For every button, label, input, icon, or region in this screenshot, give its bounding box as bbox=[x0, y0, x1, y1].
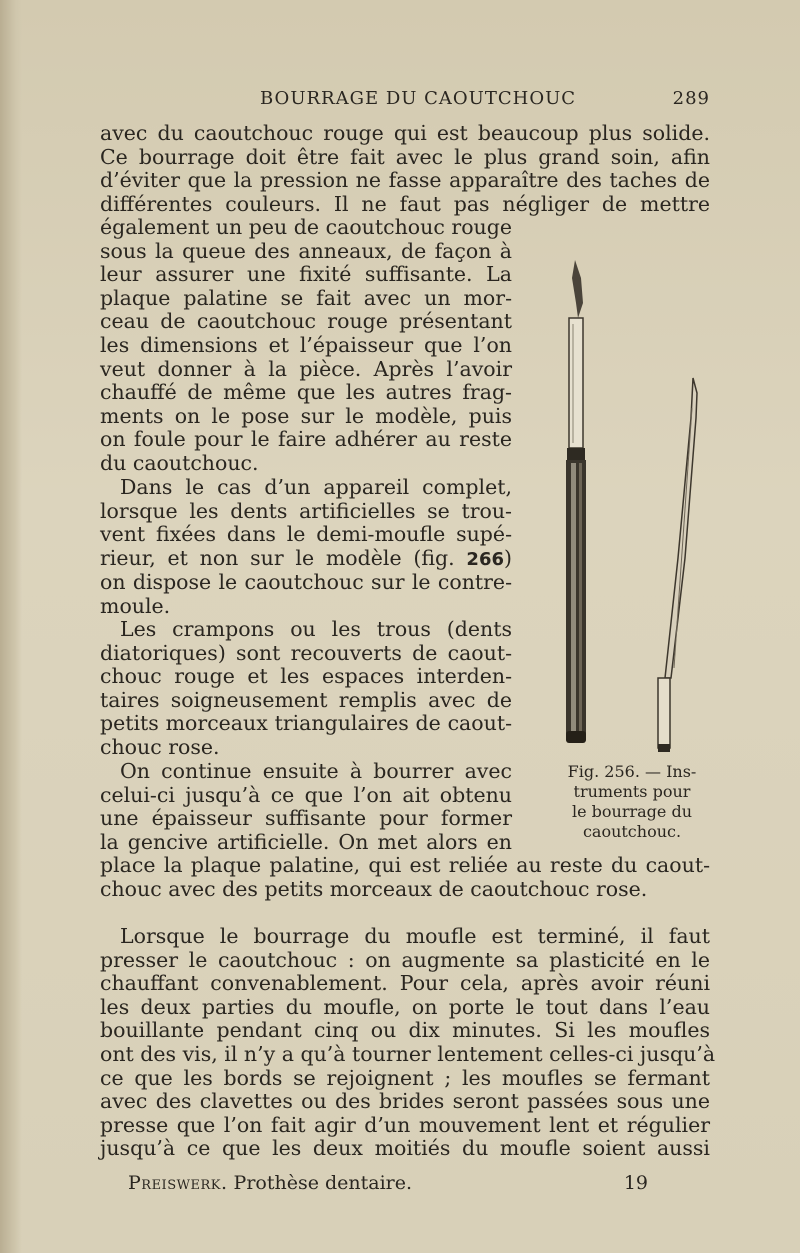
caption-line: le bourrage du bbox=[571, 802, 693, 821]
page-gutter-shadow bbox=[0, 0, 22, 1253]
text-line: Les crampons ou les trous (dents bbox=[120, 617, 512, 641]
text-line: presser le caoutchouc : on augmente sa plasticité en le bbox=[100, 947, 710, 972]
caption-line: Fig. 256. — Ins- bbox=[567, 762, 697, 781]
footer-author: Preiswerk. bbox=[128, 1172, 228, 1194]
text-line: taires soigneusement remplis avec de bbox=[100, 687, 512, 712]
text-line: moule. bbox=[100, 593, 171, 618]
text-line: lorsque les dents artificielles se trou- bbox=[100, 498, 512, 523]
text-line: chauffant convenablement. Pour cela, après avoir réuni bbox=[100, 971, 710, 996]
caption-line: truments pour bbox=[573, 782, 691, 801]
text-line: du caoutchouc. bbox=[100, 450, 259, 475]
signature-mark: 19 bbox=[623, 1172, 648, 1194]
text-line: Ce bourrage doit être fait avec le plus grand soin, afin bbox=[100, 144, 710, 169]
figure-reference: 266 bbox=[466, 548, 504, 570]
caption-line: caoutchouc. bbox=[582, 822, 682, 841]
text-line: place la plaque palatine, qui est reliée au reste du caout- bbox=[100, 853, 710, 877]
text-line: bouillante pendant cinq ou dix minutes. Si les moufles bbox=[100, 1018, 710, 1043]
text-span: ) bbox=[504, 545, 512, 570]
left-instrument bbox=[566, 260, 586, 743]
text-line: avec des clavettes ou des brides seront passées sous une bbox=[100, 1089, 710, 1114]
text-line: celui-ci jusqu’à ce que l’on ait obtenu bbox=[100, 782, 512, 807]
text-line: diatoriques) sont recouverts de caout- bbox=[100, 640, 512, 665]
text-line: chouc avec des petits morceaux de caoutchouc rose. bbox=[100, 876, 648, 901]
right-instrument bbox=[658, 378, 697, 752]
text-line: ceau de caoutchouc rouge présentant bbox=[100, 309, 512, 334]
text-line: chouc rouge et les espaces interden- bbox=[100, 664, 512, 689]
text-line bbox=[100, 547, 512, 572]
text-line: plaque palatine se fait avec un mor- bbox=[100, 285, 512, 310]
instruments-illustration bbox=[545, 258, 725, 758]
paragraph-4-narrow bbox=[100, 760, 512, 854]
text-line: les deux parties du moufle, on porte le tout dans l’eau bbox=[100, 994, 710, 1019]
page-number: 289 bbox=[672, 88, 710, 109]
text-line: on dispose le caoutchouc sur le contre- bbox=[100, 570, 512, 595]
text-line: ont des vis, il n’y a qu’à tourner lentement celles-ci jusqu’à bbox=[100, 1041, 716, 1066]
paragraph-4-full bbox=[100, 854, 710, 901]
text-line: On continue ensuite à bourrer avec bbox=[120, 759, 512, 783]
paragraph-1-top bbox=[100, 122, 710, 216]
text-line: chouc rose. bbox=[100, 734, 220, 759]
page-footer bbox=[128, 1172, 688, 1194]
running-title: BOURRAGE DU CAOUTCHOUC bbox=[260, 88, 577, 109]
text-line: d’éviter que la pression ne fasse apparaître des taches de bbox=[100, 168, 710, 193]
text-span: rieur, et non sur le modèle (fig. bbox=[100, 545, 467, 570]
text-line: ce que les bords se rejoignent ; les moufles se fermant bbox=[100, 1065, 710, 1090]
running-header bbox=[100, 88, 710, 116]
text-line: chauffé de même que les autres frag- bbox=[100, 380, 512, 405]
text-line: ments on le pose sur le modèle, puis bbox=[100, 403, 512, 428]
text-line: avec du caoutchouc rouge qui est beaucoup plus solide. bbox=[100, 121, 710, 145]
paragraph-3 bbox=[100, 618, 512, 760]
text-line: les dimensions et l’épaisseur que l’on bbox=[100, 332, 512, 357]
text-line: petits morceaux triangulaires de caout- bbox=[100, 711, 512, 736]
paragraph-5 bbox=[100, 924, 716, 1161]
text-line: presse que l’on fait agir d’un mouvement lent et régulier bbox=[100, 1112, 710, 1137]
text-line: sous la queue des anneaux, de façon à bbox=[100, 238, 512, 263]
text-line: la gencive artificielle. On met alors en bbox=[100, 829, 512, 854]
text-line: Dans le cas d’un appareil complet, bbox=[120, 475, 512, 499]
text-line: Lorsque le bourrage du moufle est terminé, il faut bbox=[120, 924, 710, 948]
text-line: on foule pour le faire adhérer au reste bbox=[100, 427, 512, 452]
paragraph-1-narrow bbox=[100, 216, 512, 476]
paragraph-2 bbox=[100, 476, 512, 619]
text-line: leur assurer une fixité suffisante. La bbox=[100, 262, 512, 287]
footer-work: Prothèse dentaire. bbox=[227, 1172, 413, 1194]
text-line: différentes couleurs. Il ne faut pas négliger de mettre bbox=[100, 191, 710, 216]
text-line: jusqu’à ce que les deux moitiés du moufle soient aussi bbox=[100, 1136, 710, 1161]
text-line: également un peu de caoutchouc rouge bbox=[100, 215, 512, 239]
text-line: vent fixées dans le demi-moufle supé- bbox=[100, 522, 512, 547]
text-line: veut donner à la pièce. Après l’avoir bbox=[100, 356, 512, 381]
text-line: une épaisseur suffisante pour former bbox=[100, 806, 512, 831]
figure-caption bbox=[546, 762, 718, 842]
